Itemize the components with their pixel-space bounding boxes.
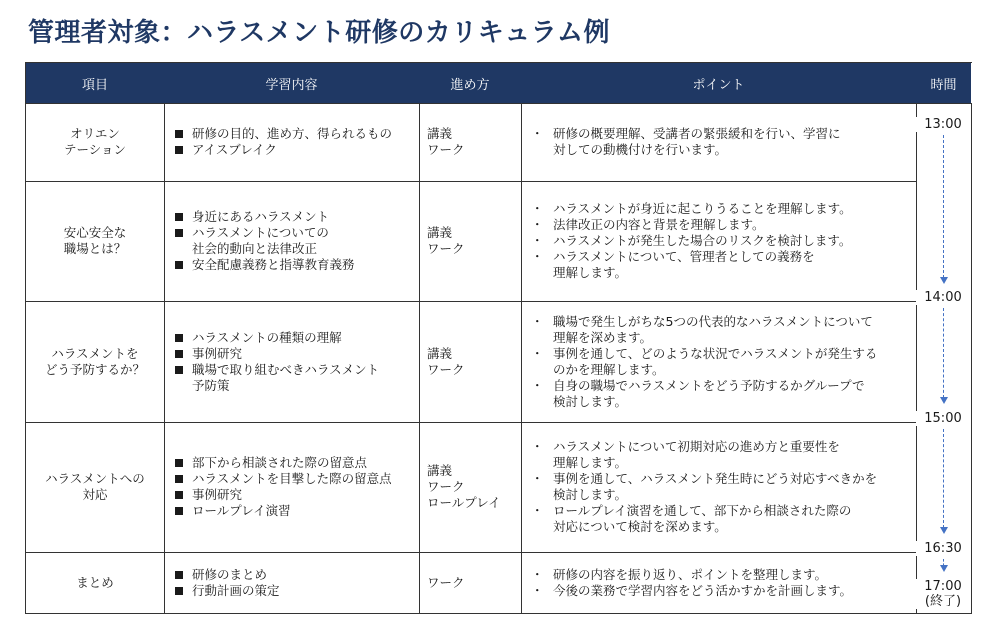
content-item: 研修の目的、進め方、得られるもの [174,126,392,142]
arrow-down-icon [940,277,948,284]
row-topic: まとめ [76,574,114,590]
row-methods [419,103,521,181]
time-label: 17:00 (終了) [916,579,970,609]
row-contents [164,422,419,552]
content-item: ハラスメントを目撃した際の留意点 [174,471,392,487]
point-item: ・ 職場で発生しがちな5つの代表的なハラスメントについて 理解を深めます。 [535,314,877,346]
method-item: ロールプレイ [427,495,501,510]
content-list [174,567,280,599]
row-points [521,422,916,552]
content-item: 職場で取り組むべきハラスメント 予防策 [174,362,379,394]
row-methods [419,181,521,301]
content-item: ハラスメントの種類の理解 [174,330,379,346]
method-item: 講義 [427,225,453,240]
point-item: ・ 事例を通して、どのような状況でハラスメントが発生する のかを理解します。 [535,346,877,378]
content-item: 研修のまとめ [174,567,280,583]
point-item: ・ ハラスメントについて、管理者としての義務を 理解します。 [535,249,852,281]
header-points: ポイント [521,63,917,103]
arrow-down-icon [940,527,948,534]
arrow-down-icon [940,565,948,572]
content-item: ハラスメントについての 社会的動向と法律改正 [174,225,355,257]
row-contents [164,181,419,301]
method-item: 講義 [427,126,453,141]
row-methods [419,422,521,552]
header-time: 時間 [916,63,972,103]
header-content: 学習内容 [164,63,420,103]
points-list [535,439,877,535]
arrow-down-icon [940,397,948,404]
content-item: 安全配慮義務と指導教育義務 [174,257,355,273]
content-list [174,330,379,394]
content-item: ロールプレイ演習 [174,503,392,519]
row-points [521,181,916,301]
content-list [174,455,392,519]
method-item: 講義 [427,463,453,478]
content-item: 行動計画の策定 [174,583,280,599]
point-item: ・ ハラスメントが発生した場合のリスクを検討します。 [535,233,852,249]
row-points [521,552,916,613]
column-divider [916,103,917,613]
page-title: 管理者対象：ハラスメント研修のカリキュラム例 [28,18,610,48]
point-item: ・ 法律改正の内容と背景を理解します。 [535,217,852,233]
content-item: 事例研究 [174,487,392,503]
method-item: 講義 [427,345,453,361]
row-topic: ハラスメントへの 対応 [45,471,145,502]
method-item: ワーク [427,361,465,377]
content-list [174,126,392,158]
point-item: ・ ロールプレイ演習を通して、部下から相談された際の 対応について検討を深めます。 [535,503,877,535]
point-item: ・ 研修の概要理解、受講者の緊張緩和を行い、学習に 対しての動機付けを行います。 [535,126,841,158]
method-item: ワーク [427,142,465,157]
time-label: 16:30 [916,541,970,556]
content-item: 身近にあるハラスメント [174,209,355,225]
content-item: アイスブレイク [174,142,392,158]
point-item: ・ 自身の職場でハラスメントをどう予防するかグループで 検討します。 [535,378,877,410]
point-item: ・ ハラスメントについて初期対応の進め方と重要性を 理解します。 [535,439,877,471]
row-contents [164,552,419,613]
row-methods [419,301,521,422]
time-label: 13:00 [916,117,970,132]
point-item: ・ 事例を通して、ハラスメント発生時にどう対応すべきかを 検討します。 [535,471,877,503]
content-item: 部下から相談された際の留意点 [174,455,392,471]
curriculum-table [25,62,972,614]
timeline-dashed-line [943,308,944,398]
content-item: 事例研究 [174,346,379,362]
row-topic: オリエン テーション [63,126,126,157]
point-item: ・ ハラスメントが身近に起こりうることを理解します。 [535,201,852,217]
point-item: ・ 今後の業務で学習内容をどう活かすかを計画します。 [535,583,852,599]
time-label: 15:00 [916,411,970,426]
header-method: 進め方 [419,63,522,103]
content-list [174,209,355,273]
row-topic: 安心安全な 職場とは？ [63,225,127,256]
header-topic: 項目 [26,63,165,103]
time-label: 14:00 [916,290,970,305]
point-item: ・ 研修の内容を振り返り、ポイントを整理します。 [535,567,852,583]
method-item: ワーク [427,479,465,494]
row-contents [164,103,419,181]
points-list [535,201,852,281]
row-topic: ハラスメントを どう予防するか？ [44,345,145,377]
points-list [535,126,841,158]
method-item: ワーク [427,241,465,256]
row-contents [164,301,419,422]
points-list [535,567,852,599]
timeline-dashed-line [943,429,944,528]
timeline-dashed-line [943,135,944,278]
row-points [521,301,916,422]
points-list [535,314,877,410]
row-methods [419,552,521,613]
row-points [521,103,916,181]
method-item: ワーク [427,574,465,590]
